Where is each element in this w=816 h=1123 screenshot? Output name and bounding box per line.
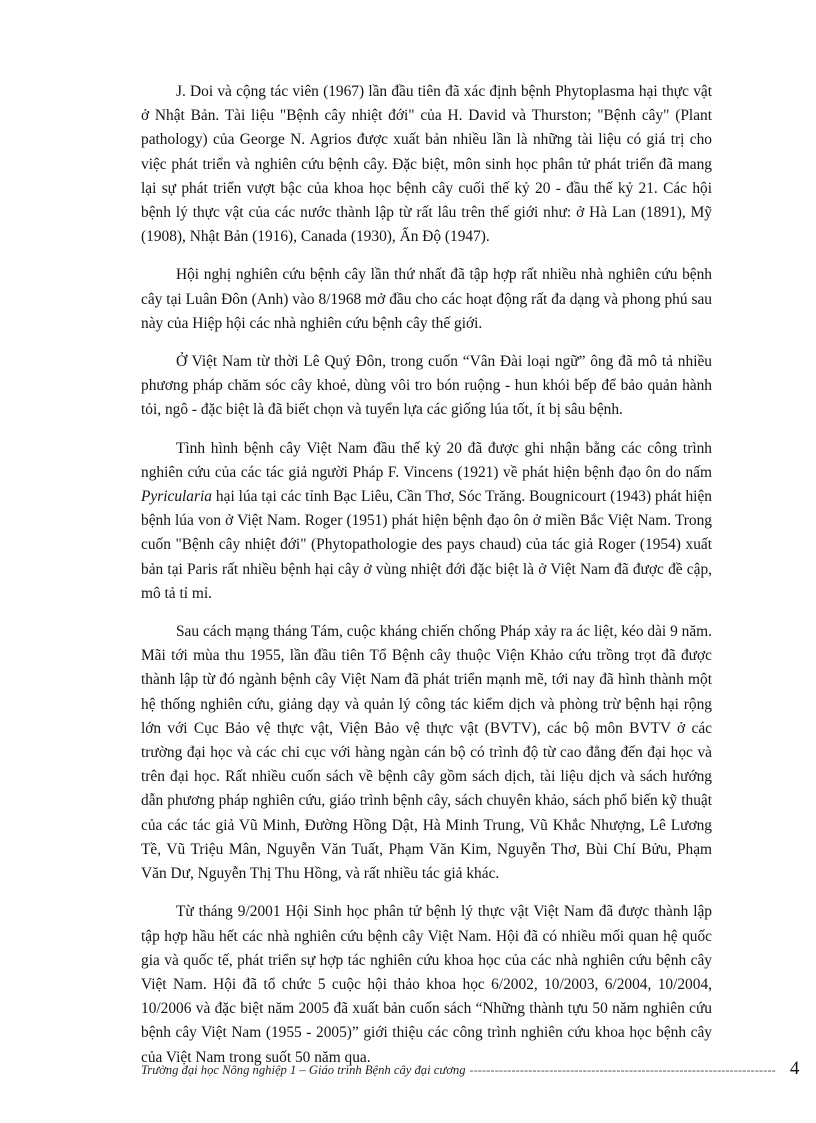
page-number: 4 — [789, 1058, 800, 1079]
paragraph-text: J. Doi và cộng tác viên (1967) lần đầu tiên đã xác định bệnh Phytoplasma hại thực vật ở Nhật Bản. Tài liệu "Bệnh cây nhiệt đới" của H. David và Thurston; "Bệnh cây" (Plant pathology) của George N. Agrios được xuất bản nhiều lần là những tài liệu có giá trị cho việc phát triển và nghiên cứu bệnh cây. Đặc biệt, môn sinh học phân tử phát triển đã mang lại sự phát triển vượt bậc của khoa học bệnh cây cuối thế kỷ 20 - đầu thế kỷ 21. Các hội bệnh lý thực vật của các nước thành lập từ rất lâu trên thế giới như: ở Hà Lan (1891), Mỹ (1908), Nhật Bản (1916), Canada (1930), Ấn Độ (1947). — [141, 83, 712, 246]
italic-term: Pyricularia — [141, 488, 212, 506]
page-footer — [141, 1058, 800, 1080]
paragraph-text: Tình hình bệnh cây Việt Nam đầu thế kỷ 20 đã được ghi nhận bằng các công trình nghiên cứu của các tác giả người Pháp F. Vincens (1921) về phát hiện bệnh đạo ôn do nấm — [141, 439, 712, 481]
paragraph-1 — [141, 80, 712, 249]
page-body — [141, 80, 712, 1084]
paragraph-2 — [141, 263, 712, 336]
paragraph-6 — [141, 900, 712, 1069]
footer-title: Trường đại học Nông nghiệp 1 – Giáo trình Bệnh cây đại cương — [141, 1063, 466, 1077]
paragraph-text: Từ tháng 9/2001 Hội Sinh học phân tử bệnh lý thực vật Việt Nam đã được thành lập tập hợp hầu hết các nhà nghiên cứu bệnh cây Việt Nam. Hội đã có nhiều mối quan hệ quốc gia và quốc tế, phát triển sự hợp tác nghiên cứu khoa học của các nhà nghiên cứu bệnh cây Việt Nam. Hội đã tổ chức 5 cuộc hội thảo khoa học 6/2002, 10/2003, 6/2004, 10/2004, 10/2006 và đặc biệt năm 2005 đã xuất bản cuốn sách “Những thành tựu 50 năm nghiên cứu bệnh cây Việt Nam (1955 - 2005)” giới thiệu các công trình nghiên cứu khoa học bệnh cây của Việt Nam trong suốt 50 năm qua. — [141, 903, 712, 1066]
paragraph-5 — [141, 620, 712, 886]
paragraph-3 — [141, 350, 712, 423]
paragraph-text: Ở Việt Nam từ thời Lê Quý Đôn, trong cuốn “Vân Đài loại ngữ” ông đã mô tả nhiều phương pháp chăm sóc cây khoẻ, dùng vôi tro bón ruộng - hun khói bếp để bảo quản hành tỏi, ngô - đặc biệt là đã biết chọn và tuyển lựa các giống lúa tốt, ít bị sâu bệnh. — [141, 353, 712, 419]
paragraph-text: Sau cách mạng tháng Tám, cuộc kháng chiến chống Pháp xảy ra ác liệt, kéo dài 9 năm. Mãi tới mùa thu 1955, lần đầu tiên Tổ Bệnh cây thuộc Viện Khảo cứu trồng trọt đã được thành lập từ đó ngành bệnh cây Việt Nam đã phát triển mạnh mẽ, tới nay đã hình thành một hệ thống nghiên cứu, giảng dạy và quản lý công tác kiểm dịch và phòng trừ bệnh hại rộng lớn với Cục Bảo vệ thực vật, Viện Bảo vệ thực vật (BVTV), các bộ môn BVTV ở các trường đại học và các chi cục với hàng ngàn cán bộ có trình độ từ cao đẳng đến đại học và trên đại học. Rất nhiều cuốn sách về bệnh cây gồm sách dịch, tài liệu dịch và sách hướng dẫn phương pháp nghiên cứu, giáo trình bệnh cây, sách chuyên khảo, sách phổ biến kỹ thuật của các tác giả Vũ Minh, Đường Hồng Dật, Hà Minh Trung, Vũ Khắc Nhượng, Lê Lương Tề, Vũ Triệu Mân, Nguyễn Văn Tuất, Phạm Văn Kim, Nguyễn Thơ, Bùi Chí Bửu, Phạm Văn Dư, Nguyễn Thị Thu Hồng, và rất nhiều tác giả khác. — [141, 623, 712, 883]
paragraph-text: Hội nghị nghiên cứu bệnh cây lần thứ nhất đã tập hợp rất nhiều nhà nghiên cứu bệnh cây tại Luân Đôn (Anh) vào 8/1968 mở đầu cho các hoạt động rất đa dạng và phong phú sau này của Hiệp hội các nhà nghiên cứu bệnh cây thế giới. — [141, 266, 712, 332]
paragraph-text: hại lúa tại các tỉnh Bạc Liêu, Cần Thơ, Sóc Trăng. Bougnicourt (1943) phát hiện bệnh lúa von ở Việt Nam. Roger (1951) phát hiện bệnh đạo ôn ở miền Bắc Việt Nam. Trong cuốn "Bệnh cây nhiệt đới" (Phytopathologie des pays chaud) của tác giả Roger (1954) xuất bản tại Paris rất nhiều bệnh hại cây ở vùng nhiệt đới đặc biệt là ở Việt Nam đã được đề cập, mô tả tỉ mỉ. — [141, 488, 712, 602]
paragraph-4 — [141, 437, 712, 606]
footer-rule: ------------------------------------------------------------------------- — [469, 1063, 776, 1077]
